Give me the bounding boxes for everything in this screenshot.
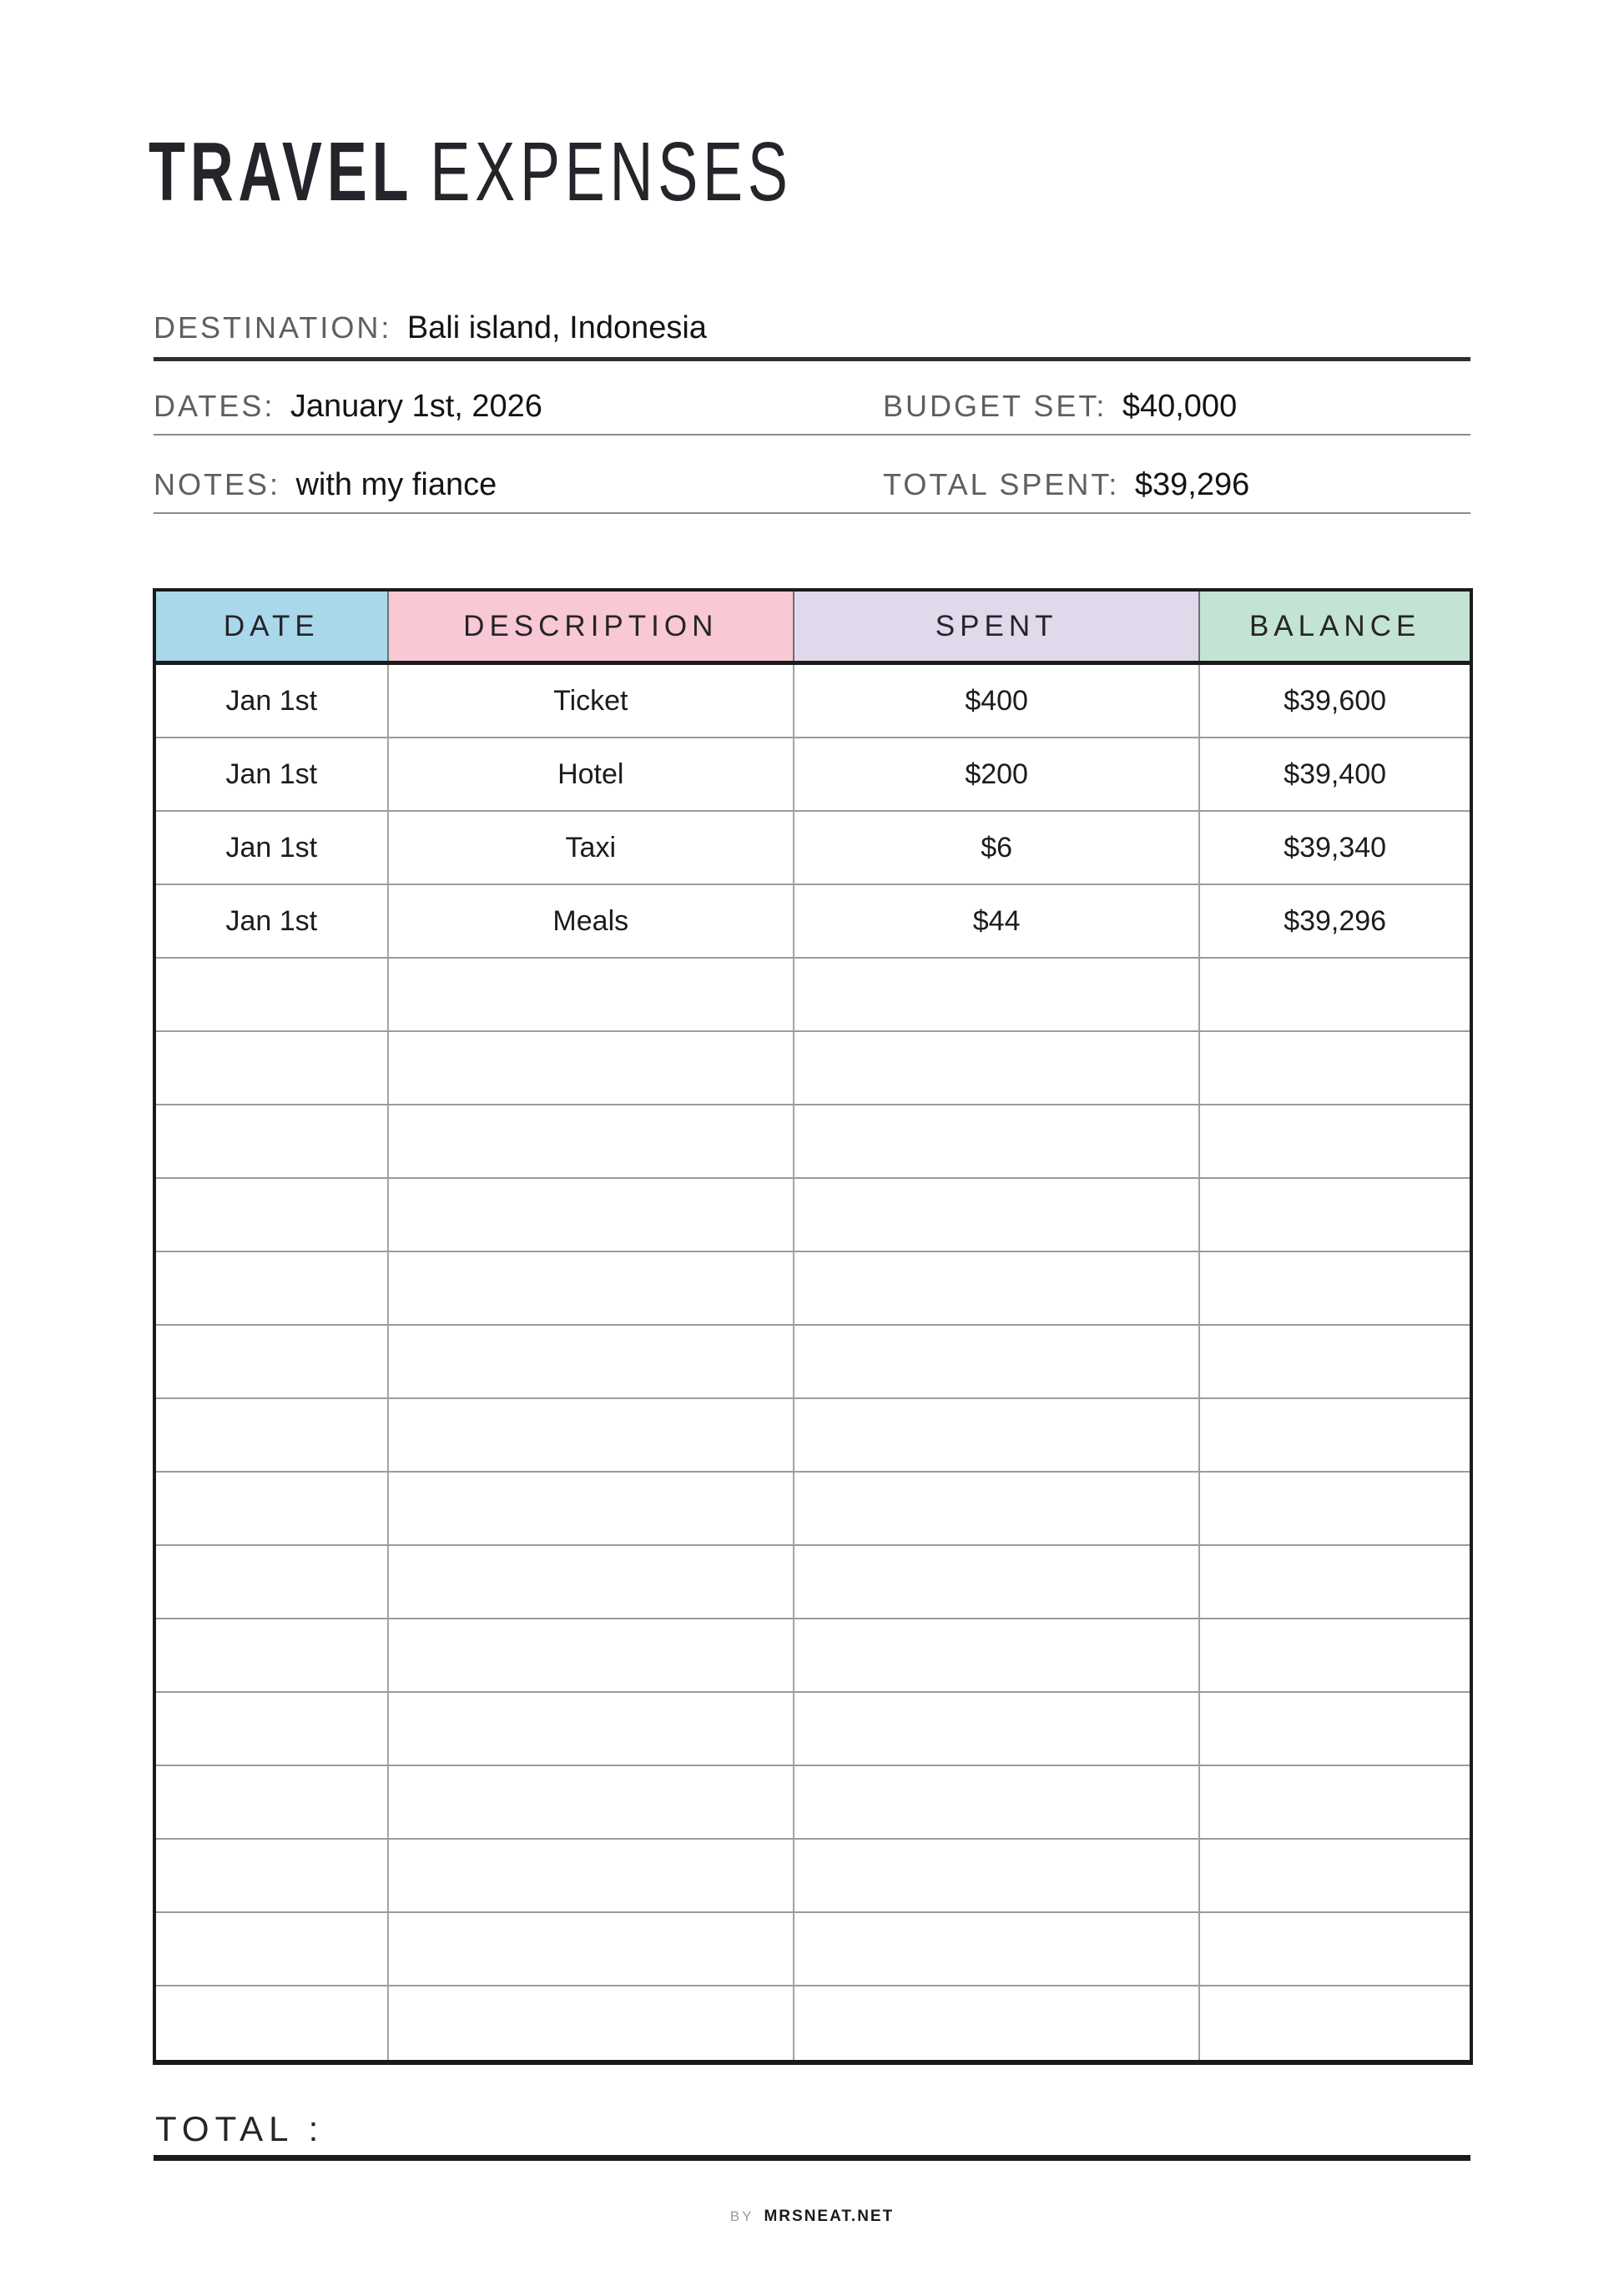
cell-spent[interactable] [794, 1840, 1200, 1911]
table-row [156, 665, 1470, 738]
table-row [156, 1840, 1470, 1913]
table-row [156, 812, 1470, 885]
page-title [149, 125, 793, 219]
cell-balance[interactable]: $39,400 [1284, 758, 1387, 790]
destination-value[interactable]: Bali island, Indonesia [406, 310, 707, 345]
cell-date[interactable] [156, 1840, 389, 1911]
table-row [156, 1399, 1470, 1473]
cell-description[interactable] [389, 1032, 794, 1104]
cell-balance[interactable]: $39,340 [1284, 831, 1387, 864]
column-header-spent: SPENT [794, 592, 1200, 661]
dates-label: DATES: [154, 389, 275, 423]
cell-date[interactable]: Jan 1st [156, 885, 389, 957]
table-row [156, 1766, 1470, 1840]
cell-description[interactable] [389, 1179, 794, 1251]
dates-underline [154, 434, 1470, 436]
cell-spent[interactable]: $44 [794, 885, 1200, 957]
table-row [156, 1986, 1470, 2060]
cell-spent[interactable] [794, 1693, 1200, 1765]
cell-date[interactable] [156, 1546, 389, 1618]
cell-description[interactable]: Meals [389, 885, 794, 957]
destination-underline [154, 357, 1470, 361]
cell-date[interactable]: Jan 1st [156, 812, 389, 884]
cell-description[interactable] [389, 1986, 794, 2060]
expense-table-header [156, 592, 1470, 665]
notes-field [154, 467, 497, 503]
table-row [156, 885, 1470, 959]
expense-table-body [156, 665, 1470, 2060]
notes-label: NOTES: [154, 467, 281, 501]
cell-description[interactable] [389, 1105, 794, 1177]
table-row [156, 1326, 1470, 1399]
notes-value[interactable]: with my fiance [295, 467, 497, 502]
cell-description[interactable]: Hotel [389, 738, 794, 810]
table-row [156, 959, 1470, 1032]
cell-date[interactable] [156, 1473, 389, 1544]
cell-spent[interactable] [794, 1179, 1200, 1251]
cell-balance[interactable] [1200, 1986, 1470, 2060]
cell-description[interactable] [389, 1913, 794, 1985]
footer-by-label: BY [729, 2208, 754, 2224]
total-spent-field [883, 467, 1249, 503]
cell-spent[interactable] [794, 1473, 1200, 1544]
cell-spent[interactable] [794, 1032, 1200, 1104]
cell-description[interactable]: Taxi [389, 812, 794, 884]
cell-spent[interactable]: $400 [794, 665, 1200, 737]
expense-table [153, 588, 1473, 2065]
cell-spent[interactable] [794, 1252, 1200, 1324]
table-row [156, 1913, 1470, 1986]
cell-date[interactable] [156, 1326, 389, 1397]
column-header-description: DESCRIPTION [389, 592, 794, 661]
cell-spent[interactable] [794, 1913, 1200, 1985]
destination-field [154, 310, 707, 346]
cell-spent[interactable] [794, 1105, 1200, 1177]
cell-description[interactable] [389, 1693, 794, 1765]
cell-date[interactable] [156, 1399, 389, 1471]
cell-description[interactable] [389, 1399, 794, 1471]
footer [154, 2208, 1470, 2226]
cell-date[interactable]: Jan 1st [156, 665, 389, 737]
cell-spent[interactable] [794, 1986, 1200, 2060]
cell-description[interactable] [389, 1546, 794, 1618]
notes-underline [154, 512, 1470, 514]
cell-description[interactable] [389, 1766, 794, 1838]
title-word-expenses: EXPENSES [430, 125, 793, 219]
cell-balance[interactable] [1200, 1032, 1470, 1104]
cell-spent[interactable] [794, 959, 1200, 1030]
total-underline [154, 2155, 1470, 2161]
cell-description[interactable]: Ticket [389, 665, 794, 737]
cell-balance[interactable] [1200, 1693, 1470, 1765]
table-row [156, 1179, 1470, 1252]
cell-description[interactable] [389, 1326, 794, 1397]
cell-date[interactable] [156, 1179, 389, 1251]
cell-spent[interactable] [794, 1546, 1200, 1618]
cell-spent[interactable] [794, 1399, 1200, 1471]
cell-date[interactable] [156, 1913, 389, 1985]
cell-balance[interactable] [1200, 1326, 1470, 1397]
dates-value[interactable]: January 1st, 2026 [290, 389, 542, 424]
cell-balance[interactable] [1200, 1913, 1470, 1985]
cell-spent[interactable]: $6 [794, 812, 1200, 884]
table-row [156, 1105, 1470, 1179]
table-row [156, 1619, 1470, 1693]
cell-balance[interactable] [1200, 959, 1470, 1030]
destination-label: DESTINATION: [154, 310, 392, 345]
cell-balance[interactable] [1200, 1252, 1470, 1324]
cell-date[interactable] [156, 1619, 389, 1691]
cell-balance[interactable] [1200, 1766, 1470, 1838]
cell-date[interactable] [156, 1105, 389, 1177]
cell-date[interactable]: Jan 1st [156, 738, 389, 810]
table-row [156, 1473, 1470, 1546]
cell-date[interactable] [156, 959, 389, 1030]
cell-balance[interactable] [1200, 1399, 1470, 1471]
budget-set-label: BUDGET SET: [883, 389, 1107, 423]
cell-description[interactable] [389, 1252, 794, 1324]
cell-description[interactable] [389, 1840, 794, 1911]
total-label: TOTAL : [155, 2109, 325, 2148]
column-header-date: DATE [156, 592, 389, 661]
cell-date[interactable] [156, 1252, 389, 1324]
cell-date[interactable] [156, 1766, 389, 1838]
total-spent-label: TOTAL SPENT: [883, 467, 1120, 501]
cell-balance[interactable] [1200, 1546, 1470, 1618]
cell-balance[interactable] [1200, 1619, 1470, 1691]
dates-field [154, 389, 542, 425]
cell-date[interactable] [156, 1032, 389, 1104]
cell-spent[interactable] [794, 1326, 1200, 1397]
table-row [156, 1693, 1470, 1766]
cell-date[interactable] [156, 1986, 389, 2060]
cell-balance[interactable] [1200, 1179, 1470, 1251]
budget-set-value[interactable]: $40,000 [1122, 389, 1238, 424]
table-row [156, 738, 1470, 812]
table-row [156, 1252, 1470, 1326]
budget-set-field [883, 389, 1237, 425]
cell-description[interactable] [389, 1619, 794, 1691]
cell-balance[interactable]: $39,296 [1284, 904, 1387, 937]
title-word-travel: TRAVEL [149, 125, 414, 219]
cell-balance[interactable]: $39,600 [1284, 684, 1387, 717]
total-spent-value[interactable]: $39,296 [1134, 467, 1250, 502]
column-header-balance: BALANCE [1200, 592, 1470, 661]
cell-date[interactable] [156, 1693, 389, 1765]
footer-brand: MRSNEAT.NET [764, 2208, 895, 2225]
cell-balance[interactable] [1200, 1473, 1470, 1544]
table-row [156, 1032, 1470, 1105]
cell-spent[interactable] [794, 1619, 1200, 1691]
cell-balance[interactable] [1200, 1105, 1470, 1177]
cell-spent[interactable]: $200 [794, 738, 1200, 810]
table-row [156, 1546, 1470, 1619]
cell-balance[interactable] [1200, 1840, 1470, 1911]
cell-spent[interactable] [794, 1766, 1200, 1838]
cell-description[interactable] [389, 959, 794, 1030]
cell-description[interactable] [389, 1473, 794, 1544]
